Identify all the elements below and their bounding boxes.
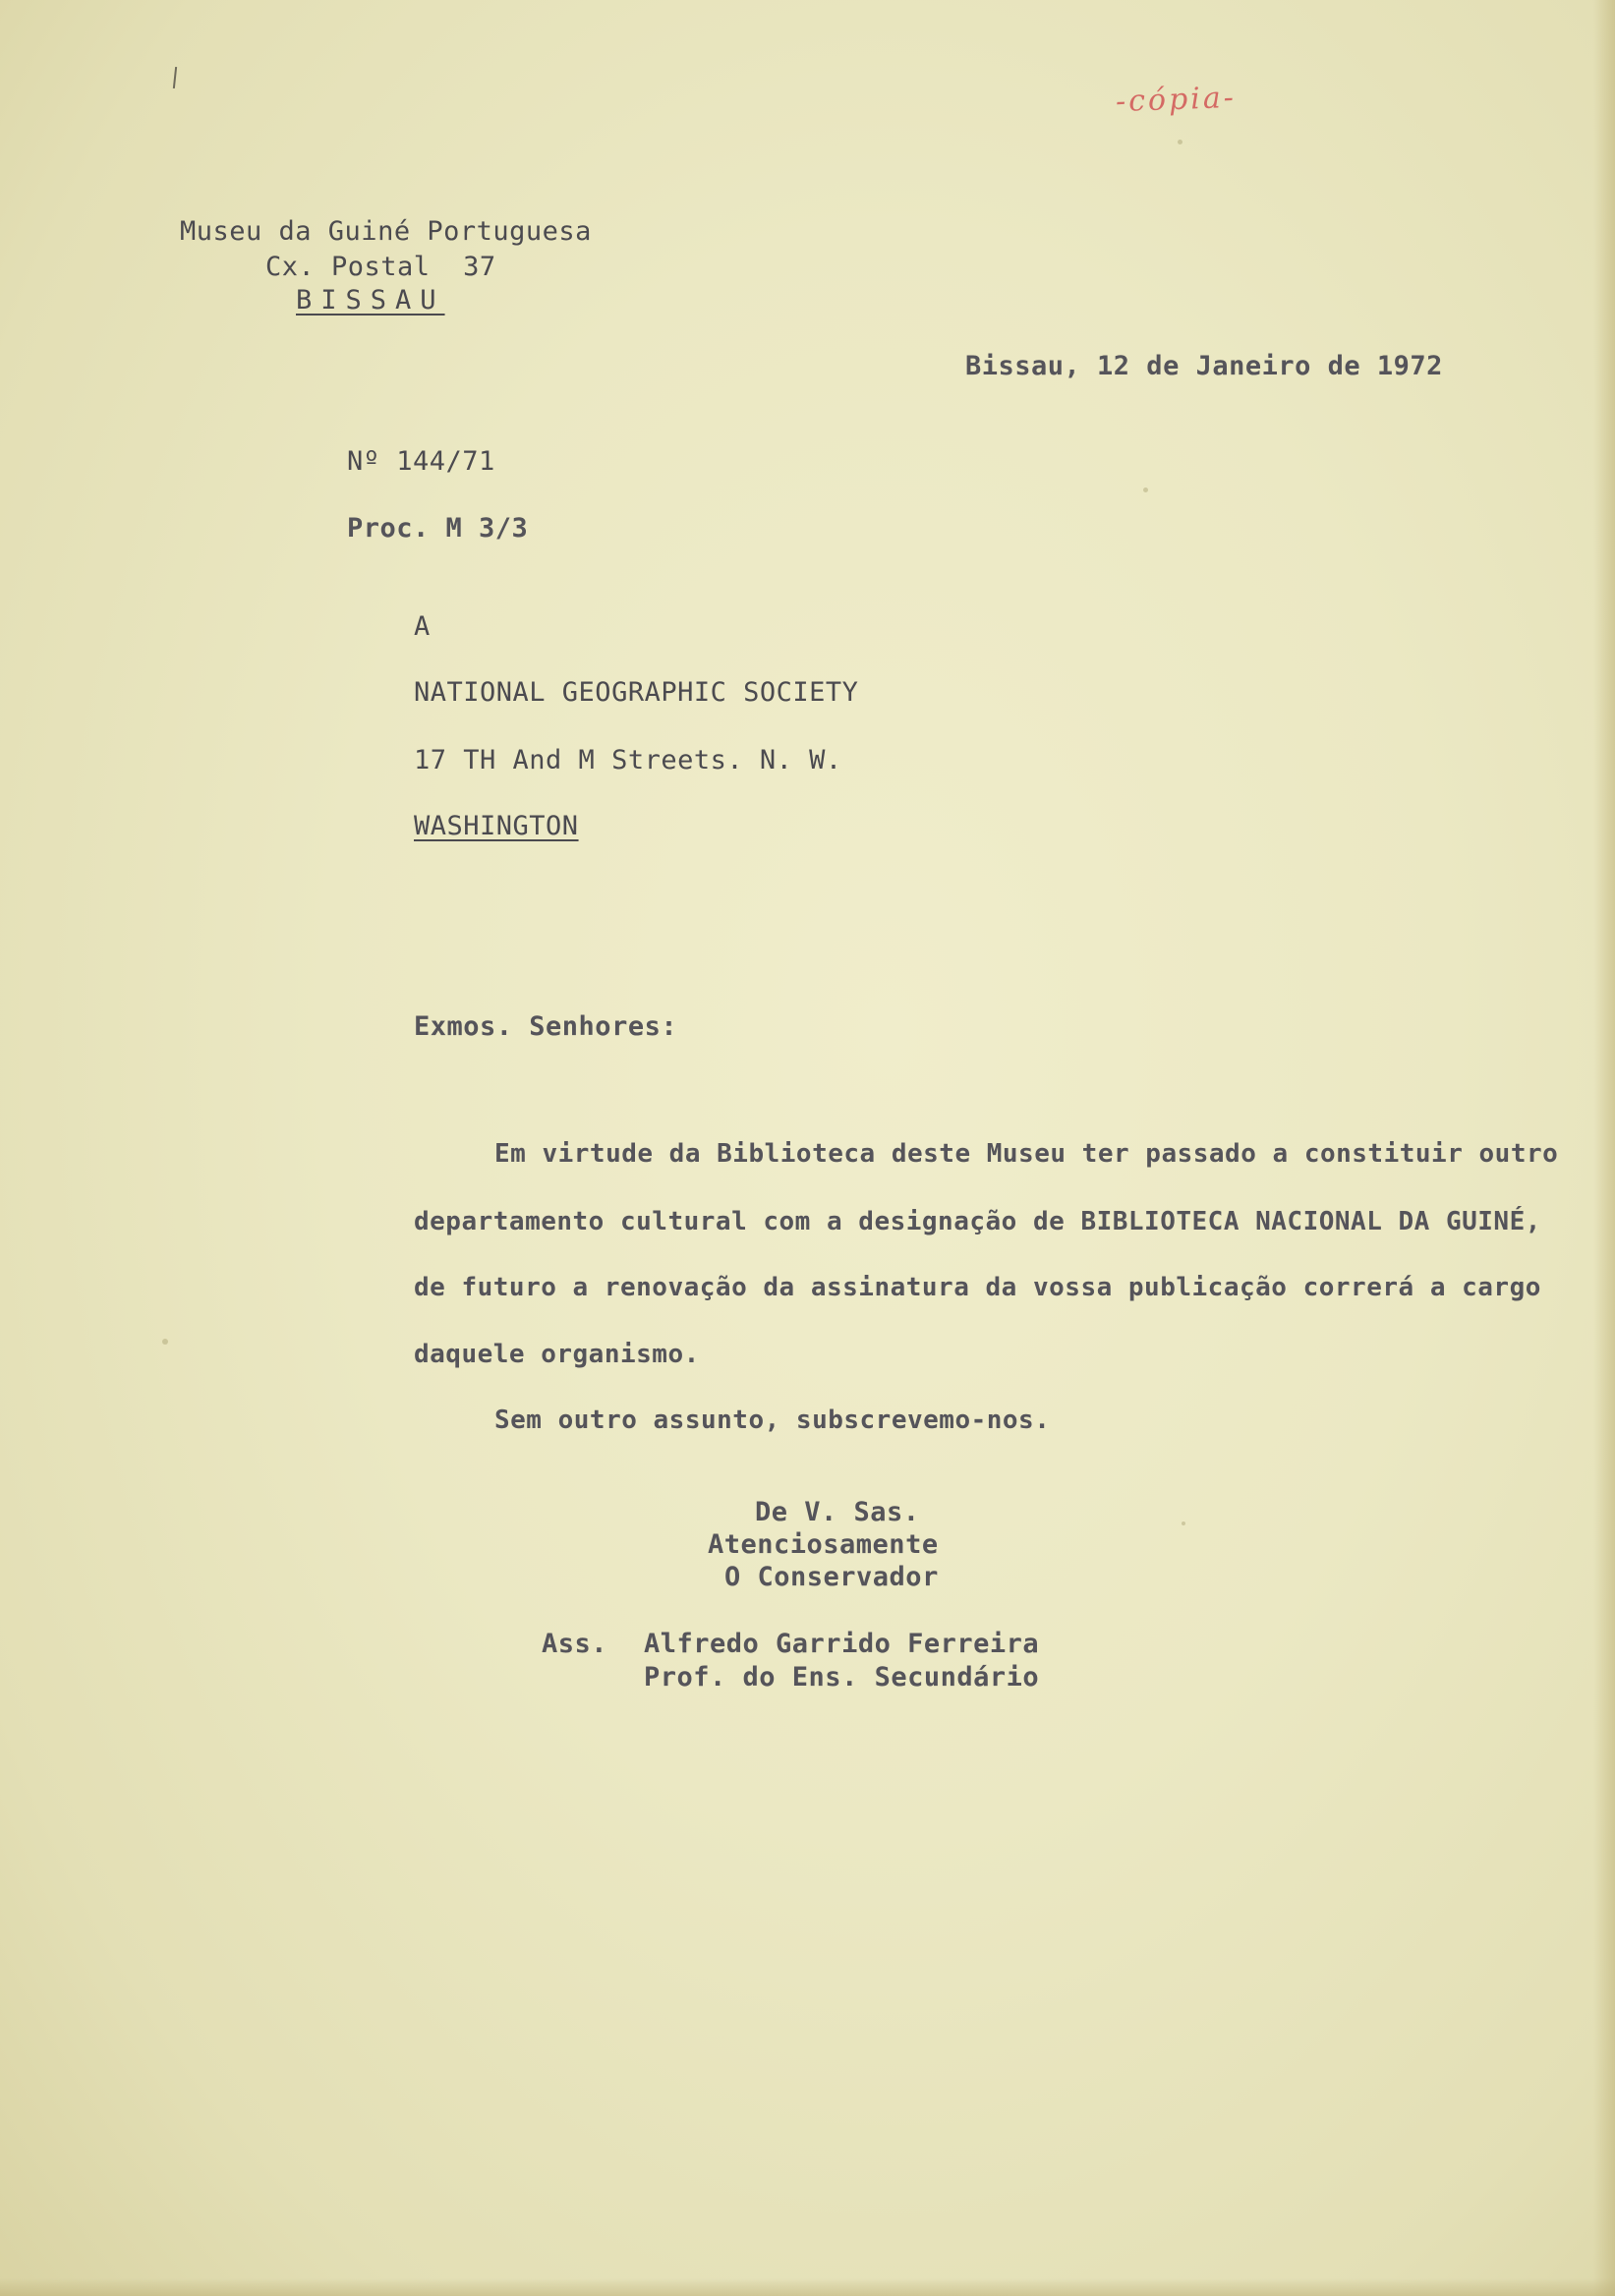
recipient-prefix: A <box>414 611 431 642</box>
signature-prefix: Ass. <box>542 1629 608 1659</box>
body-line-3: de futuro a renovação da assinatura da vossa publicação correrá a cargo <box>414 1273 1541 1302</box>
signature-name: Alfredo Garrido Ferreira <box>644 1629 1040 1659</box>
paper-speck <box>162 1339 168 1345</box>
closing-line-3: O Conservador <box>724 1562 939 1592</box>
body-line-1: Em virtude da Biblioteca deste Museu ter passado a constituir outro <box>494 1139 1559 1169</box>
recipient-city: WASHINGTON <box>414 811 579 841</box>
reference-number: Nº 144/71 <box>347 446 495 477</box>
closing-line-1: De V. Sas. <box>755 1497 920 1527</box>
letter-date: Bissau, 12 de Janeiro de 1972 <box>965 351 1443 381</box>
sender-name: Museu da Guiné Portuguesa <box>180 216 592 247</box>
paper-speck <box>1178 140 1182 144</box>
sender-city: BISSAU <box>296 285 445 316</box>
sender-postal-box: Cx. Postal 37 <box>265 252 496 282</box>
body-line-4: daquele organismo. <box>414 1340 700 1369</box>
paper-edge-bottom <box>0 2278 1615 2296</box>
recipient-address: 17 TH And M Streets. N. W. <box>414 745 842 775</box>
copy-stamp: -cópia- <box>1115 80 1238 120</box>
recipient-name: NATIONAL GEOGRAPHIC SOCIETY <box>414 677 859 708</box>
paper-speck <box>1182 1521 1185 1525</box>
body-line-5: Sem outro assunto, subscrevemo-nos. <box>494 1406 1051 1435</box>
paper-edge-right <box>1593 0 1615 2296</box>
salutation: Exmos. Senhores: <box>414 1011 678 1042</box>
reference-proc: Proc. M 3/3 <box>347 513 529 544</box>
paper-speck <box>1143 488 1148 492</box>
body-line-2: departamento cultural com a designação de BIBLIOTECA NACIONAL DA GUINÉ, <box>414 1207 1541 1236</box>
signature-title: Prof. do Ens. Secundário <box>644 1662 1040 1693</box>
closing-line-2: Atenciosamente <box>708 1529 939 1560</box>
